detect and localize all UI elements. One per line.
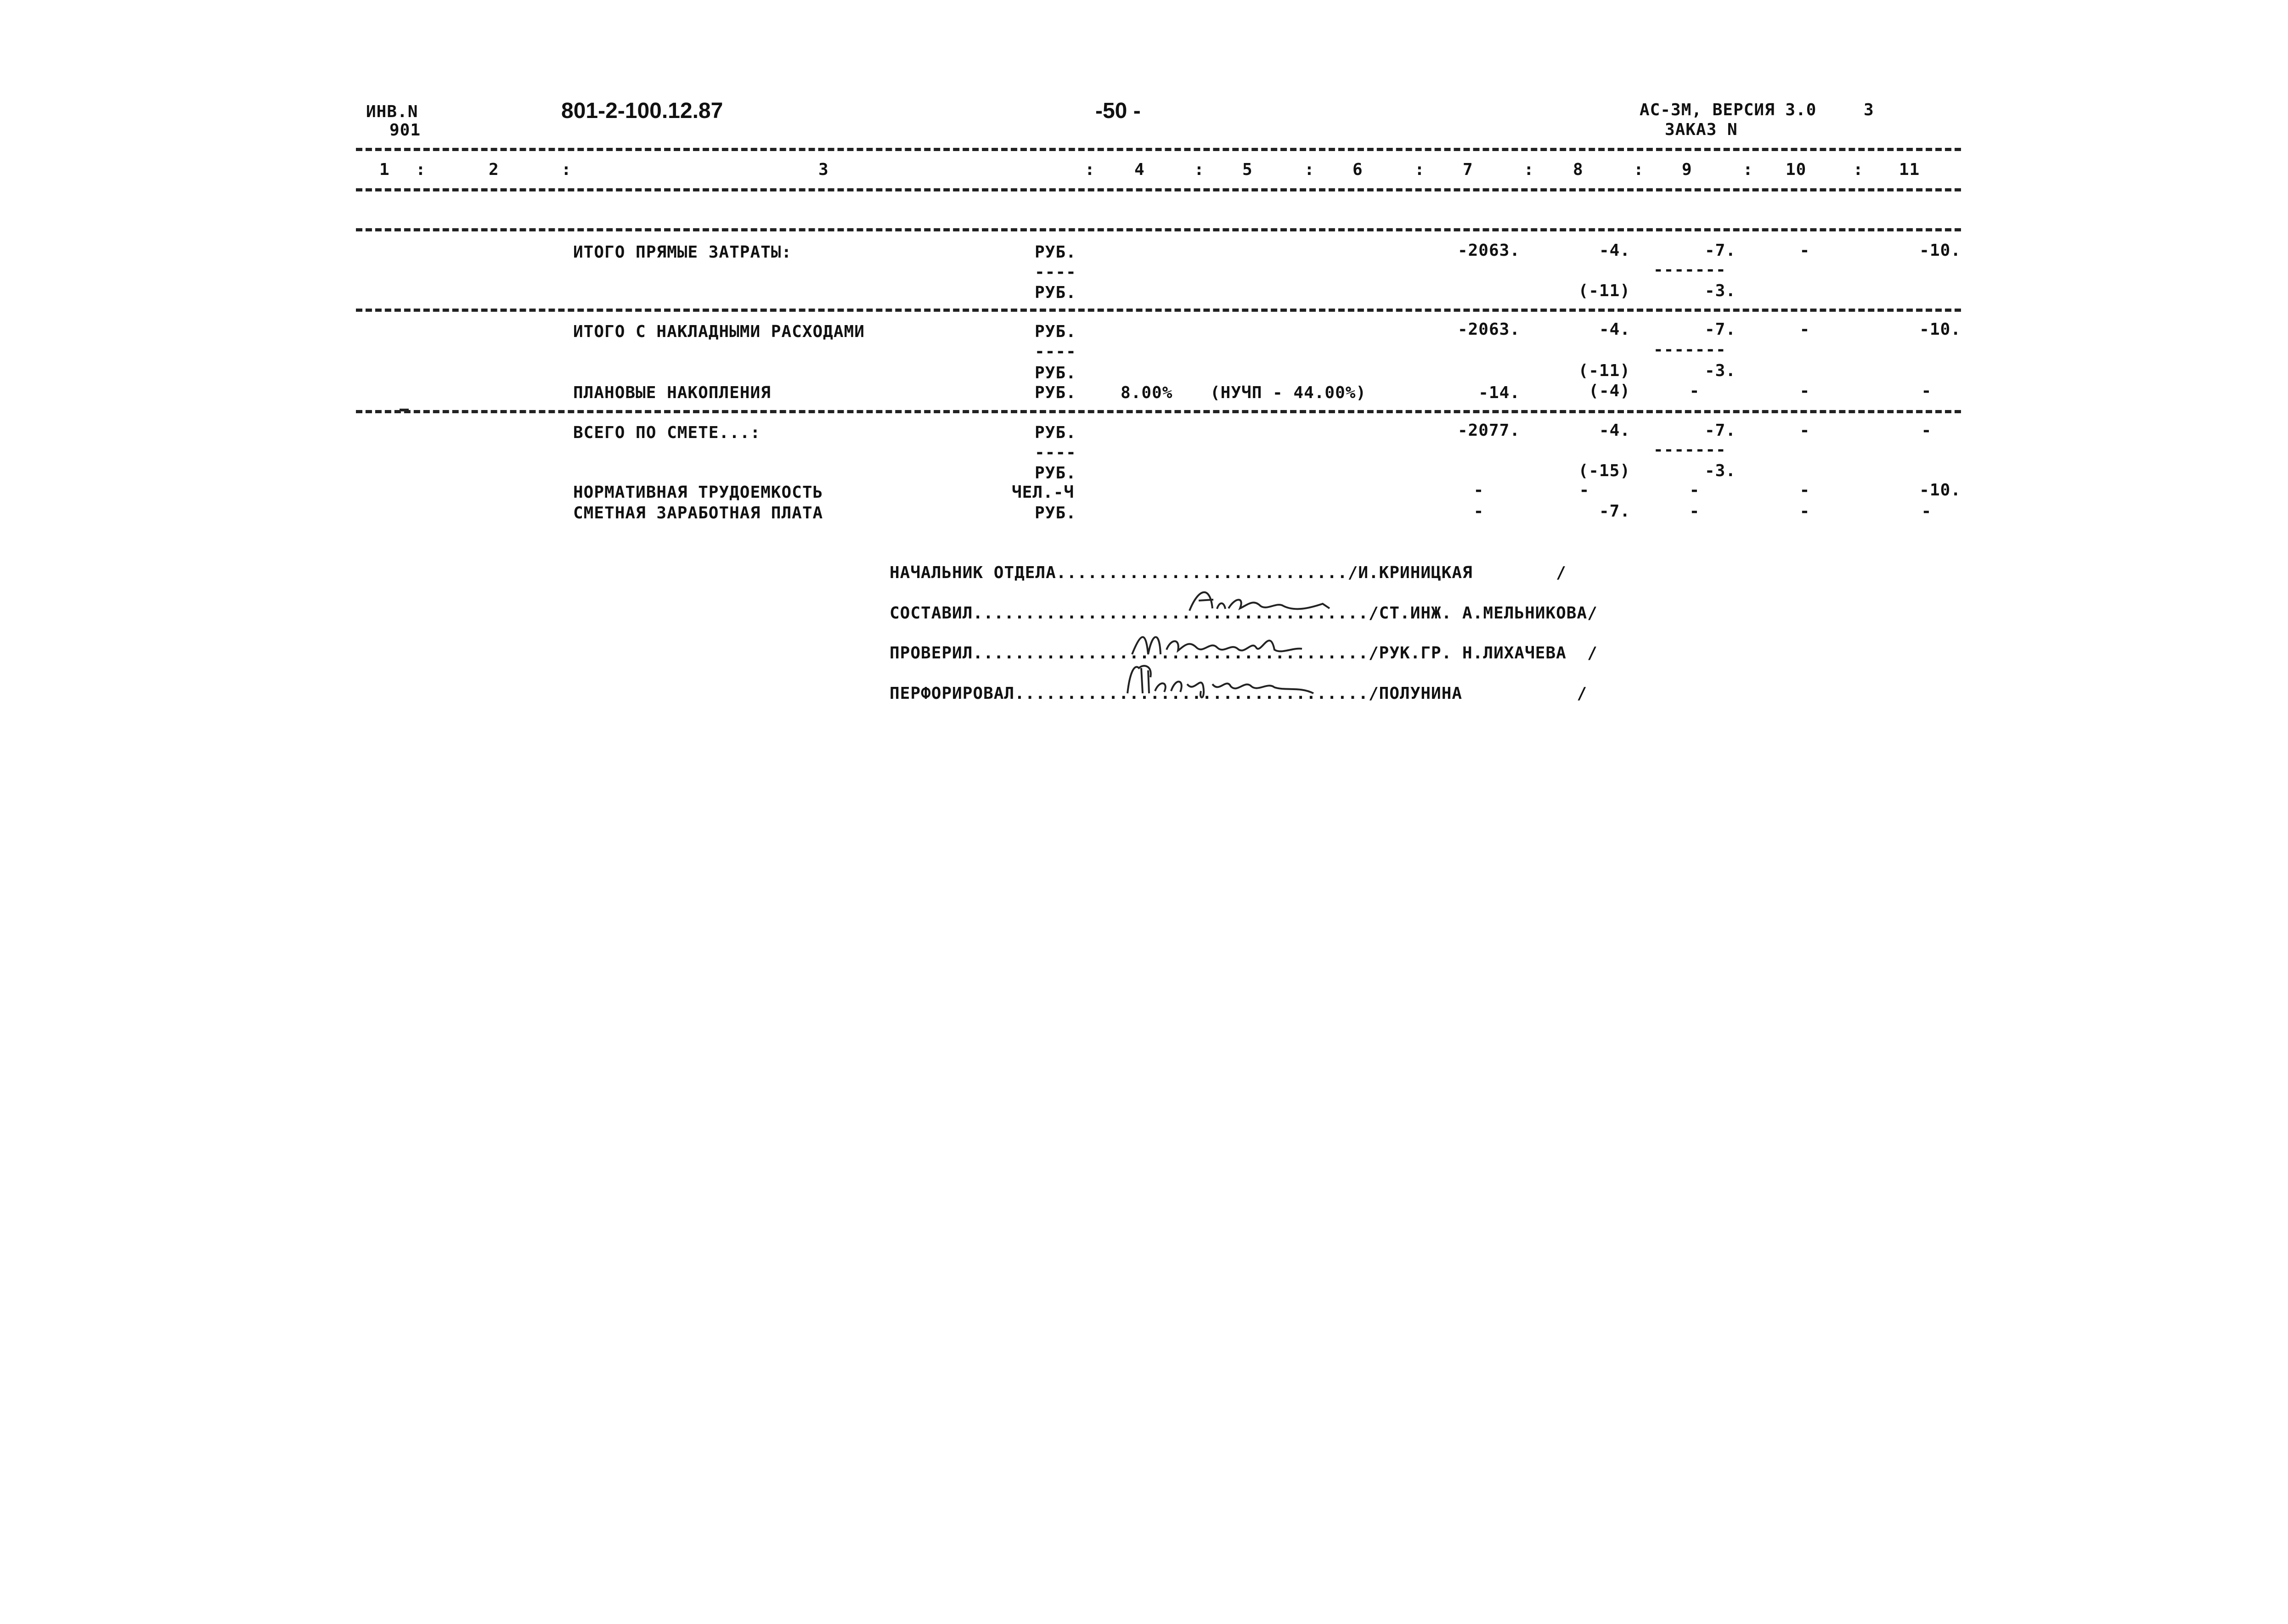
cell-col10: - [1799,382,1810,400]
cell-col8: (-4) [1589,382,1630,400]
cell-col9: -7. [1704,320,1736,339]
unit: РУБ. [1035,464,1076,483]
stray-mark [400,409,409,411]
inventory-number: 901 [389,121,421,140]
cell-col9: -7. [1704,421,1736,440]
cell-col7: -2063. [1457,241,1520,260]
cell-col8: -4. [1599,320,1630,339]
column-separator: : [1524,160,1534,179]
row-label: ИТОГО С НАКЛАДНЫМИ РАСХОДАМИ [573,322,865,341]
cell-col9-dash: ------- [1653,440,1726,459]
cell-col11: - [1921,502,1932,521]
cell-col8: -4. [1599,241,1630,260]
cell-col10: - [1799,320,1810,339]
column-number: 11 [1899,160,1920,179]
column-number: 4 [1134,160,1145,179]
cell-col8: - [1579,481,1590,500]
row-label: ПЛАНОВЫЕ НАКОПЛЕНИЯ [573,383,771,402]
signature-line-punched: ПЕРФОРИРОВАЛ................................../ПОЛУНИНА / [890,684,1588,703]
unit-dash: ---- [1035,263,1076,281]
column-separator: : [1304,160,1315,179]
column-number: 3 [818,160,829,179]
column-number: 7 [1463,160,1473,179]
cell-col8-sub: (-11) [1578,281,1630,300]
cell-col9-dash: ------- [1653,260,1726,279]
section-rule [356,228,1961,231]
cell-col8: -7. [1599,502,1630,521]
system-version: АС-3М, ВЕРСИЯ 3.0 [1640,101,1817,119]
unit: ЧЕЛ.-Ч [1012,483,1075,502]
cell-col9: - [1689,481,1700,500]
section-rule [356,410,1961,413]
cell-col7: -2063. [1457,320,1520,339]
unit: РУБ. [1035,383,1076,402]
cell-col11: -10. [1919,320,1961,339]
rate: 8.00% [1121,383,1173,402]
column-number: 6 [1353,160,1363,179]
column-number: 2 [489,160,499,179]
header-rule-bottom [356,188,1961,191]
cell-col11: - [1921,421,1932,440]
page-number: -50 - [1095,99,1141,123]
column-number: 1 [379,160,390,179]
cell-col11: - [1921,382,1932,400]
cell-col7: -2077. [1457,421,1520,440]
document-code: 801-2-100.12.87 [561,99,723,123]
unit: РУБ. [1035,243,1076,262]
column-separator: : [1853,160,1864,179]
column-number: 10 [1786,160,1807,179]
inventory-label: ИНВ.N [366,102,418,121]
column-separator: : [1085,160,1095,179]
cell-col11: -10. [1919,241,1961,260]
column-number: 5 [1242,160,1253,179]
row-label: ВСЕГО ПО СМЕТЕ...: [573,423,761,442]
cell-col9-sub: -3. [1704,461,1736,480]
row-label: НОРМАТИВНАЯ ТРУДОЕМКОСТЬ [573,483,823,502]
column-separator: : [416,160,426,179]
cell-col11: -10. [1919,481,1961,500]
cell-col9-sub: -3. [1704,281,1736,300]
unit: РУБ. [1035,283,1076,302]
column-number: 9 [1682,160,1692,179]
handwritten-signature [1127,622,1325,663]
column-separator: : [1194,160,1205,179]
signature-line-compiled: СОСТАВИЛ....................................../СТ.ИНЖ. А.МЕЛЬНИКОВА/ [890,604,1598,623]
unit: РУБ. [1035,322,1076,341]
row-label: СМЕТНАЯ ЗАРАБОТНАЯ ПЛАТА [573,504,823,523]
unit: РУБ. [1035,423,1076,442]
column-separator: : [561,160,572,179]
cell-col9: - [1689,502,1700,521]
cell-col9-dash: ------- [1653,340,1726,359]
unit-dash: ---- [1035,342,1076,361]
cell-col9: - [1689,382,1700,400]
order-label: ЗАКАЗ N [1665,120,1738,139]
cell-col8: -4. [1599,421,1630,440]
column-number: 8 [1573,160,1584,179]
section-rule [356,309,1961,312]
unit: РУБ. [1035,504,1076,523]
handwritten-signature [1185,583,1336,620]
cell-col10: - [1799,241,1810,260]
column-separator: : [1743,160,1753,179]
cell-col7: - [1473,502,1484,521]
cell-col10: - [1799,481,1810,500]
unit: РУБ. [1035,364,1076,382]
cell-col10: - [1799,502,1810,521]
cell-col9-sub: -3. [1704,361,1736,380]
cell-col8-sub: (-11) [1578,361,1630,380]
rate-note: (НУЧП - 44.00%) [1210,383,1367,402]
cell-col8-sub: (-15) [1578,461,1630,480]
system-number: 3 [1864,101,1874,119]
column-separator: : [1634,160,1644,179]
signature-line-checked: ПРОВЕРИЛ....................................../РУК.ГР. Н.ЛИХАЧЕВА / [890,644,1598,663]
cell-col7: - [1473,481,1484,500]
header-rule-top [356,148,1961,151]
row-label: ИТОГО ПРЯМЫЕ ЗАТРАТЫ: [573,243,792,262]
handwritten-signature [1121,659,1323,702]
unit-dash: ---- [1035,443,1076,462]
cell-col9: -7. [1704,241,1736,260]
column-separator: : [1415,160,1425,179]
cell-col7: -14. [1478,383,1520,402]
cell-col10: - [1799,421,1810,440]
signature-line-head: НАЧАЛЬНИК ОТДЕЛА............................/И.КРИНИЦКАЯ / [890,563,1567,582]
